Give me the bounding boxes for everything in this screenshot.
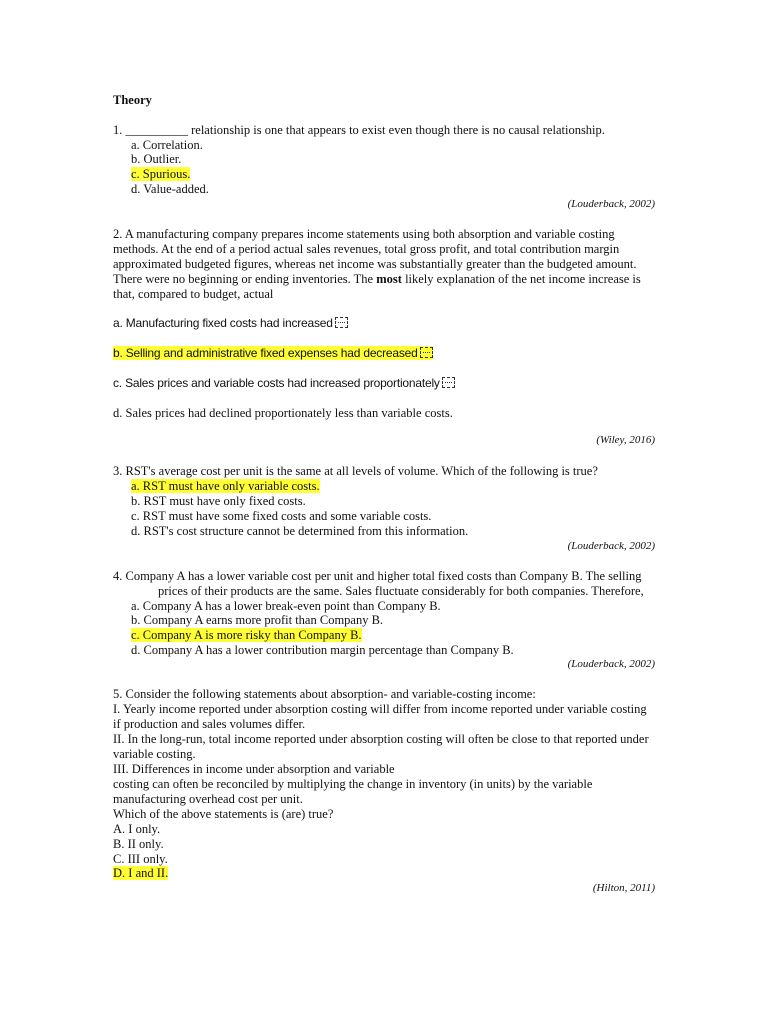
q5-citation: (Hilton, 2011): [592, 882, 655, 894]
q1-answer-highlight: c. Spurious.: [131, 167, 191, 181]
q3-option-b: b. RST must have only fixed costs.: [131, 494, 306, 508]
q3-citation: (Louderback, 2002): [567, 540, 655, 552]
q3-stem: 3. RST's average cost per unit is the same at all levels of volume. Which of the following is true?: [113, 464, 598, 478]
q4-citation: (Louderback, 2002): [567, 658, 655, 670]
placeholder-box-icon: [442, 377, 455, 388]
q2-option-c: c. Sales prices and variable costs had increased proportionately: [113, 376, 455, 391]
q2-option-a: a. Manufacturing fixed costs had increased: [113, 316, 348, 331]
q5-option-d: [113, 866, 168, 881]
q1-option-a: a. Correlation.: [131, 138, 203, 152]
q2-option-d: d. Sales prices had declined proportionately less than variable costs.: [113, 406, 453, 420]
q2-stem-line-2: methods. At the end of a period actual sales revenues, total gross profit, and total contribution margin: [113, 242, 620, 256]
q1-option-b: b. Outlier.: [131, 152, 182, 166]
q1-stem: 1. __________ relationship is one that appears to exist even though there is no causal relationship.: [113, 123, 605, 137]
q2-stem-line-1: 2. A manufacturing company prepares income statements using both absorption and variable costing: [113, 227, 615, 241]
q5-answer-highlight: D. I and II.: [113, 866, 169, 880]
q5-stem-line-9: Which of the above statements is (are) true?: [113, 807, 334, 821]
placeholder-box-icon: [420, 347, 433, 358]
q2-stem-line-5: that, compared to budget, actual: [113, 287, 274, 301]
q1-option-c: [131, 167, 190, 182]
placeholder-box-icon: [335, 317, 348, 328]
q3-option-d: d. RST's cost structure cannot be determined from this information.: [131, 524, 469, 538]
q4-stem-line-1: 4. Company A has a lower variable cost per unit and higher total fixed costs than Company B. The selling: [113, 569, 642, 583]
q5-option-b: B. II only.: [113, 837, 164, 851]
q2-stem-line-4: There were no beginning or ending inventories. The most likely explanation of the net income increase is: [113, 272, 641, 286]
q4-option-c: [131, 628, 362, 643]
q2-answer-highlight: b. Selling and administrative fixed expenses had decreased: [113, 346, 433, 360]
q5-stem-line-2: I. Yearly income reported under absorption costing will differ from income reported under variable costing: [113, 702, 647, 716]
q5-stem-line-6: III. Differences in income under absorption and variable: [113, 762, 395, 776]
q5-stem-line-1: 5. Consider the following statements about absorption- and variable-costing income:: [113, 687, 536, 701]
q5-option-c: C. III only.: [113, 852, 168, 866]
q2-option-b: [113, 346, 433, 361]
q2-citation: (Wiley, 2016): [596, 434, 655, 446]
q2-stem-line-3: approximated budgeted figures, whereas net income was substantially greater than the budgeted amount.: [113, 257, 637, 271]
q5-stem-line-3: if production and sales volumes differ.: [113, 717, 306, 731]
q3-option-c: c. RST must have some fixed costs and some variable costs.: [131, 509, 432, 523]
q1-citation: (Louderback, 2002): [567, 198, 655, 210]
q4-option-d: d. Company A has a lower contribution margin percentage than Company B.: [131, 643, 514, 657]
q3-answer-highlight: a. RST must have only variable costs.: [131, 479, 320, 493]
q4-stem-line-2: prices of their products are the same. Sales fluctuate considerably for both companies. Therefore,: [158, 584, 644, 598]
q3-option-a: [131, 479, 320, 494]
q1-option-d: d. Value-added.: [131, 182, 209, 196]
q5-option-a: A. I only.: [113, 822, 161, 836]
q5-stem-line-8: manufacturing overhead cost per unit.: [113, 792, 303, 806]
q5-stem-line-5: variable costing.: [113, 747, 196, 761]
q4-answer-highlight: c. Company A is more risky than Company B.: [131, 628, 362, 642]
section-heading: Theory: [113, 93, 152, 107]
q4-option-a: a. Company A has a lower break-even point than Company B.: [131, 599, 441, 613]
q5-stem-line-4: II. In the long-run, total income reported under absorption costing will often be close to that reported under: [113, 732, 649, 746]
q4-option-b: b. Company A earns more profit than Company B.: [131, 613, 384, 627]
q5-stem-line-7: costing can often be reconciled by multiplying the change in inventory (in units) by the variable: [113, 777, 593, 791]
